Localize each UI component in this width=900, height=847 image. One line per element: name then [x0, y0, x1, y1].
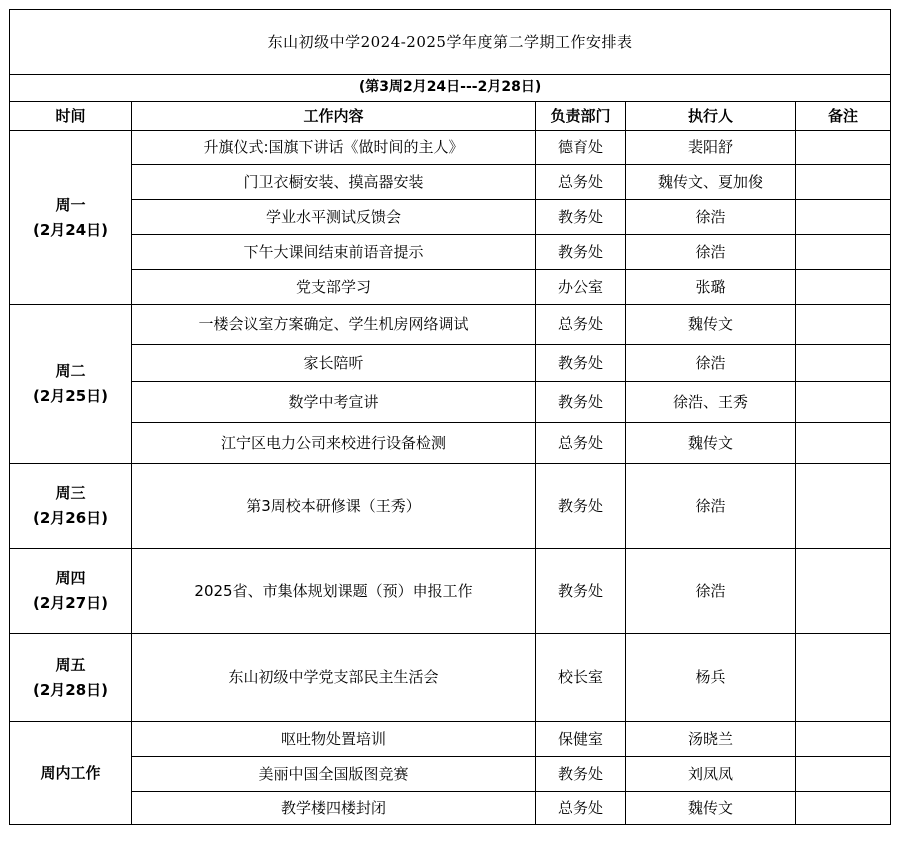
- day-label: 周二: [55, 362, 86, 381]
- note-cell: [796, 423, 891, 464]
- dept-cell: 办公室: [536, 270, 626, 305]
- work-content-cell: 2025省、市集体规划课题（预）申报工作: [132, 549, 536, 634]
- person-cell: 魏传文、夏加俊: [626, 165, 796, 200]
- day-label: 周一: [55, 195, 86, 214]
- table-row: [10, 345, 891, 382]
- person-cell: 徐浩: [626, 235, 796, 270]
- day-date: (2月26日): [32, 509, 109, 527]
- person-cell: 魏传文: [626, 423, 796, 464]
- note-cell: [796, 270, 891, 305]
- work-content-cell: 江宁区电力公司来校进行设备检测: [132, 423, 536, 464]
- person-cell: 魏传文: [626, 792, 796, 825]
- day-date: (2月28日): [32, 680, 109, 699]
- person-cell: 徐浩: [626, 200, 796, 235]
- note-cell: [796, 131, 891, 165]
- person-cell: 汤晓兰: [626, 722, 796, 757]
- week-range: (第3周2月24日---2月28日): [10, 75, 891, 102]
- day-cell: [10, 464, 132, 549]
- note-cell: [796, 722, 891, 757]
- note-cell: [796, 345, 891, 382]
- header-person: 执行人: [626, 102, 796, 131]
- work-content-cell: 东山初级中学党支部民主生活会: [132, 634, 536, 722]
- dept-cell: 教务处: [536, 757, 626, 792]
- table-row: [10, 200, 891, 235]
- work-content-cell: 家长陪听: [132, 345, 536, 382]
- dept-cell: 德育处: [536, 131, 626, 165]
- person-cell: 杨兵: [626, 634, 796, 722]
- work-content-cell: 第3周校本研修课（王秀）: [132, 464, 536, 549]
- person-cell: 裴阳舒: [626, 131, 796, 165]
- person-cell: 徐浩、王秀: [626, 382, 796, 423]
- day-date: (2月27日): [32, 594, 109, 612]
- table-row: [10, 757, 891, 792]
- dept-cell: 总务处: [536, 423, 626, 464]
- table-row: [10, 131, 891, 165]
- table-row: [10, 549, 891, 634]
- dept-cell: 教务处: [536, 200, 626, 235]
- work-content-cell: 学业水平测试反馈会: [132, 200, 536, 235]
- note-cell: [796, 382, 891, 423]
- dept-cell: 总务处: [536, 165, 626, 200]
- header-dept: 负责部门: [536, 102, 626, 131]
- schedule-body: [10, 131, 891, 825]
- schedule-table: [9, 9, 891, 825]
- work-content-cell: 呕吐物处置培训: [132, 722, 536, 757]
- work-content-cell: 美丽中国全国版图竞赛: [132, 757, 536, 792]
- day-cell: [10, 549, 132, 634]
- note-cell: [796, 200, 891, 235]
- table-row: [10, 423, 891, 464]
- person-cell: 徐浩: [626, 549, 796, 634]
- person-cell: 刘凤凤: [626, 757, 796, 792]
- table-row: [10, 464, 891, 549]
- note-cell: [796, 634, 891, 722]
- day-date: (2月25日): [32, 387, 109, 405]
- day-cell: [10, 634, 132, 722]
- header-row: [10, 102, 891, 131]
- table-row: [10, 165, 891, 200]
- day-label: 周三: [55, 484, 86, 503]
- table-row: [10, 792, 891, 825]
- person-cell: 徐浩: [626, 345, 796, 382]
- work-content-cell: 升旗仪式:国旗下讲话《做时间的主人》: [132, 131, 536, 165]
- note-cell: [796, 549, 891, 634]
- day-label: 周内工作: [40, 763, 101, 782]
- table-row: [10, 382, 891, 423]
- dept-cell: 校长室: [536, 634, 626, 722]
- work-content-cell: 一楼会议室方案确定、学生机房网络调试: [132, 305, 536, 345]
- header-content: 工作内容: [132, 102, 536, 131]
- header-time: 时间: [10, 102, 132, 131]
- day-cell: [10, 722, 132, 825]
- dept-cell: 教务处: [536, 549, 626, 634]
- note-cell: [796, 165, 891, 200]
- table-row: [10, 634, 891, 722]
- note-cell: [796, 757, 891, 792]
- dept-cell: 总务处: [536, 792, 626, 825]
- dept-cell: 总务处: [536, 305, 626, 345]
- person-cell: 魏传文: [626, 305, 796, 345]
- table-row: [10, 270, 891, 305]
- table-row: [10, 722, 891, 757]
- header-notes: 备注: [796, 102, 891, 131]
- work-content-cell: 下午大课间结束前语音提示: [132, 235, 536, 270]
- dept-cell: 教务处: [536, 345, 626, 382]
- note-cell: [796, 235, 891, 270]
- day-label: 周四: [55, 569, 86, 588]
- note-cell: [796, 464, 891, 549]
- dept-cell: 教务处: [536, 464, 626, 549]
- dept-cell: 保健室: [536, 722, 626, 757]
- table-row: [10, 305, 891, 345]
- work-content-cell: 教学楼四楼封闭: [132, 792, 536, 825]
- person-cell: 徐浩: [626, 464, 796, 549]
- note-cell: [796, 792, 891, 825]
- work-content-cell: 门卫衣橱安装、摸高器安装: [132, 165, 536, 200]
- dept-cell: 教务处: [536, 382, 626, 423]
- day-cell: [10, 305, 132, 464]
- day-date: (2月24日): [32, 220, 109, 239]
- table-row: [10, 235, 891, 270]
- page-title: 东山初级中学2024-2025学年度第二学期工作安排表: [10, 10, 891, 75]
- day-label: 周五: [55, 655, 86, 674]
- day-cell: [10, 131, 132, 305]
- work-content-cell: 数学中考宣讲: [132, 382, 536, 423]
- person-cell: 张璐: [626, 270, 796, 305]
- note-cell: [796, 305, 891, 345]
- work-content-cell: 党支部学习: [132, 270, 536, 305]
- dept-cell: 教务处: [536, 235, 626, 270]
